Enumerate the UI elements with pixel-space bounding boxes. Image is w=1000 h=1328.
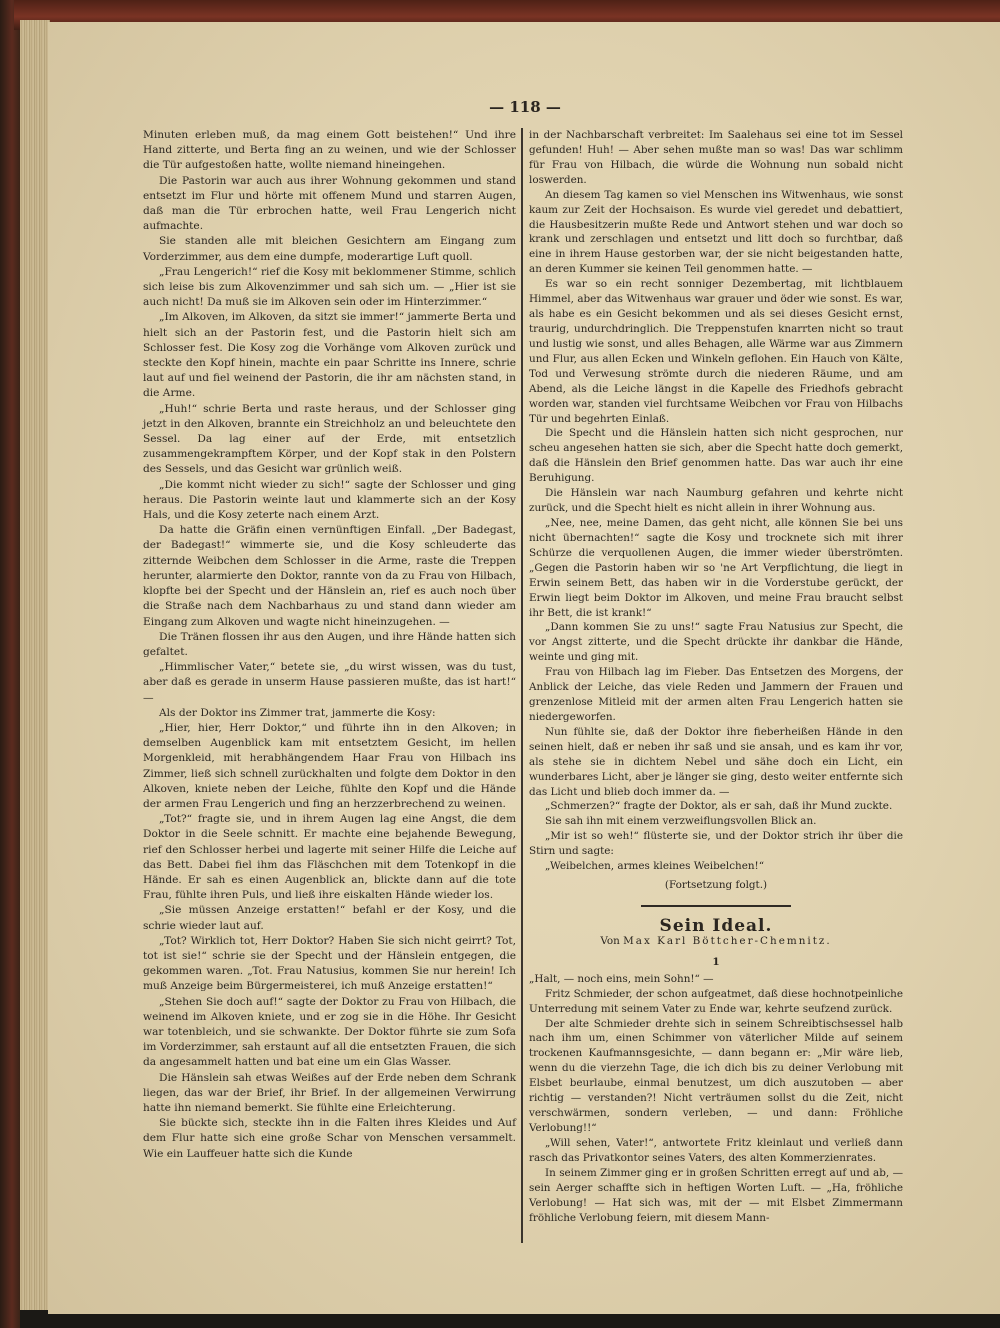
paragraph: „Huh!“ schrie Berta und raste heraus, und der Schlosser ging jetzt in den Alkoven, brannte ein Streichholz an und beleuchtete den Sessel. Da lag einer auf der Erde, mit entsetzlich zusammengekrampftem Körper, und der Kopf stak in den Polstern des Sessels, und das Gesicht war grünlich weiß. xyxy=(143,402,516,476)
paragraph: Die Hänslein sah etwas Weißes auf der Erde neben dem Schrank liegen, das war der Brief, ihr Brief. In der allgemeinen Verwirrung hatte ihn niemand bemerkt. Sie fühlte eine Erleichterung. xyxy=(143,1071,516,1114)
paragraph: „Will sehen, Vater!“, antwortete Fritz kleinlaut und verließ dann rasch das Privatkontor seines Vaters, des alten Kommerzienrates. xyxy=(529,1136,903,1164)
paragraph: „Im Alkoven, im Alkoven, da sitzt sie immer!“ jammerte Berta und hielt sich an der Pastorin fest, und die Pastorin hielt sich am Schlosser fest. Die Kosy zog die Vorhänge vom Alkoven zurück und steckte den Kopf hinein, machte ein paar Schritte ins Innere, schrie laut auf und fiel weinend der Pastorin, die ihr am nächsten stand, in die Arme. xyxy=(143,311,516,400)
author-name: Max Karl Böttcher-Chemnitz. xyxy=(623,934,832,947)
book-binding xyxy=(0,0,20,1328)
paragraph: „Weibelchen, armes kleines Weibelchen!“ xyxy=(545,860,765,873)
byline-prefix: Von xyxy=(600,934,620,947)
paragraph: „Mir ist so weh!“ flüsterte sie, und der Doktor strich ihr über die Stirn und sagte: xyxy=(529,830,903,858)
page-stack-edge xyxy=(20,20,50,1310)
paragraph: „Die kommt nicht wieder zu sich!“ sagte der Schlosser und ging heraus. Die Pastorin weinte laut und klammerte sich an der Kosy Hals, und die Kosy zeterte nach einem Arzt. xyxy=(143,478,516,522)
right-column xyxy=(529,128,903,1225)
paragraph: Sie bückte sich, steckte ihn in die Falten ihres Kleides und Auf dem Flur hatte sich eine große Schar von Menschen versammelt. Wie ein Lauffeuer hatte sich die Kunde xyxy=(143,1117,516,1160)
left-column xyxy=(143,128,516,1162)
paragraph: Nun fühlte sie, daß der Doktor ihre fieberheißen Hände in den seinen hielt, daß er neben ihr saß und sie ansah, und es kam ihr vor, als stehe sie in dichtem Nebel und sähe doch ein Licht, ein wunderbares Licht, aber je länger sie ging, desto weiter entfernte sich das Licht und blieb doch immer da. — xyxy=(529,725,903,798)
paragraph: In seinem Zimmer ging er in großen Schritten erregt auf und ab, — sein Aerger schaffte sich in heftigen Worten Luft. — „Ha, fröhliche Verlobung! — Hat sich was, mit der — mit Elsbet Zimmermann fröhliche Verlobung feiern, mit diesem Mann- xyxy=(529,1166,903,1224)
paragraph: Es war so ein recht sonniger Dezembertag, mit lichtblauem Himmel, aber das Witwenhaus war grauer und öder wie sonst. Es war, als habe es ein Gesicht bekommen und als sei dieses Gesicht ernst, traurig, undurchdringlich. Die Treppenstufen knarrten nicht so traut und lustig wie sonst, und alles Behagen, alle Wärme war aus Zimmern und Flur, aus allen Ecken und Winkeln geflohen. Ein Hauch von Kälte, Tod und Verwesung strömte durch die niederen Räume, und am Abend, als die Leiche längst in die Kapelle des Friedhofs gebracht worden war, standen viel furchtsame Weibchen vor Frau von Hilbachs Tür und begehrten Einlaß. xyxy=(529,278,903,425)
paragraph: „Tot? Wirklich tot, Herr Doktor? Haben Sie sich nicht geirrt? Tot, tot ist sie!“ schrie sie der Specht und der Hänslein entgegen, die gekommen waren. „Tot. Frau Natusius, kommen Sie nur herein! Ich muß Anzeige beim Bürgermeisterei, ich muß Anzeige erstatten!“ xyxy=(143,934,516,993)
paragraph: „Stehen Sie doch auf!“ sagte der Doktor zu Frau von Hilbach, die weinend im Alkoven kniete, und er zog sie in die Höhe. Ihr Gesicht war totenbleich, und sie schwankte. Der Doktor führte sie zum Sofa im Vorderzimmer, sah erstaunt auf all die entsetzten Frauen, die sich da angesammelt hatten und bat eine um ein Glas Wasser. xyxy=(143,995,516,1069)
story-title: Sein Ideal. xyxy=(659,916,773,937)
chapter-number: 1 xyxy=(712,955,720,968)
paragraph: „Nee, nee, meine Damen, das geht nicht, alle können Sie bei uns nicht übernachten!“ sagte die Kosy und trocknete sich mit ihrer Schürze die verquollenen Augen, die immer wieder überströmten. „Gegen die Pastorin haben wir so 'ne Art Verpflichtung, die liegt in Erwin seinem Bett, das haben wir in die Vorderstube gerückt, der Erwin liegt beim Doktor im Alkoven, und meine Frau braucht selbst ihr Bett, die ist krank!“ xyxy=(529,516,903,619)
paragraph: Minuten erleben muß, da mag einem Gott beistehen!“ Und ihre Hand zitterte, und Berta fing an zu weinen, und wie der Schlosser die Tür aufgestoßen hatte, wollte niemand hineingehen. xyxy=(143,129,516,172)
byline xyxy=(529,934,903,949)
paragraph: „Sie müssen Anzeige erstatten!“ befahl er der Kosy, und die schrie wieder laut auf. xyxy=(143,904,516,932)
continuation-note: (Fortsetzung folgt.) xyxy=(664,879,768,892)
paragraph: „Himmlischer Vater,“ betete sie, „du wirst wissen, was du tust, aber daß es gerade in unserm Hause passieren mußte, das ist hart!“ — xyxy=(143,661,516,704)
column-divider xyxy=(521,128,523,1243)
paragraph: Die Pastorin war auch aus ihrer Wohnung gekommen und stand entsetzt im Flur und hörte mit offenem Mund und starren Augen, daß man die Tür erbrochen hatte, weil Frau Lengerich nicht aufmachte. xyxy=(143,174,516,233)
paragraph: „Tot?“ fragte sie, und in ihrem Augen lag eine Angst, die dem Doktor in die Seele schnitt. Er machte eine bejahende Bewegung, rief den Schlosser herbei und lagerte mit seiner Hilfe die Leiche auf das Bett. Dabei fiel ihm das Fläschchen mit dem Totenkopf in die Hände. Er sah es einen Augenblick an, blickte dann auf die tote Frau, fühlte ihren Puls, und ließ ihre eiskalten Hände wieder los. xyxy=(143,813,516,902)
paragraph: Sie standen alle mit bleichen Gesichtern am Eingang zum Vorderzimmer, aus dem eine dumpfe, moderartige Luft quoll. xyxy=(143,235,516,263)
paragraph: „Dann kommen Sie zu uns!“ sagte Frau Natusius zur Specht, die vor Angst zitterte, und die Specht drückte ihr dankbar die Hände, weinte und ging mit. xyxy=(529,621,903,664)
paragraph: „Halt, — noch eins, mein Sohn!“ — xyxy=(529,972,714,985)
paragraph: Die Hänslein war nach Naumburg gefahren und kehrte nicht zurück, und die Specht hielt es nicht allein in ihrer Wohnung aus. xyxy=(529,487,903,515)
paragraph: in der Nachbarschaft verbreitet: Im Saalehaus sei eine tot im Sessel gefunden! Huh! — Aber sehen mußte man so was! Das war schlimm für Frau von Hilbach, die würde die Wohnung nun sobald nicht loswerden. xyxy=(529,129,903,186)
paragraph: An diesem Tag kamen so viel Menschen ins Witwenhaus, wie sonst kaum zur Zeit der Hochsaison. Es wurde viel geredet und debattiert, die Hausbesitzerin mußte Rede und Antwort stehen und war doch so krank und zerschlagen und entsetzt und litt doch so furchtbar, daß eine in ihrem Hause gestorben war, der sie nicht beigestanden hatte, an deren Kummer sie keinen Teil genommen hatte. — xyxy=(529,188,903,276)
paragraph: Sie sah ihn mit einem verzweiflungsvollen Blick an. xyxy=(545,815,817,828)
page-number: — 118 — xyxy=(489,98,561,116)
paragraph: Da hatte die Gräfin einen vernünftigen Einfall. „Der Badegast, der Badegast!“ wimmerte sie, und die Kosy schleuderte das zitternde Weibchen dem Schlosser in die Arme, raste die Treppen herunter, alarmierte den Doktor, rannte von da zu Frau von Hilbach, klopfte bei der Specht und der Hänslein an, rief es auch noch über die Straße nach dem Nachbarhaus zu und stand dann wieder am Eingang zum Alkoven und wagte nicht hineinzugehen. — xyxy=(143,524,516,628)
paragraph: „Schmerzen?“ fragte der Doktor, als er sah, daß ihr Mund zuckte. xyxy=(545,800,893,813)
paragraph: „Hier, hier, Herr Doktor,“ und führte ihn in den Alkoven; in demselben Augenblick kam mit entsetztem Gesicht, im hellen Morgenkleid, mit herabhängendem Haar Frau von Hilbach ins Zimmer, ließ sich schnell zurückhalten und folgte dem Doktor in den Alkoven, kniete neben der Leiche, fühlte den Kopf und die Hände der armen Frau Lengerich und fing an herzzerbrechend zu weinen. xyxy=(143,721,516,810)
paragraph: Als der Doktor ins Zimmer trat, jammerte die Kosy: xyxy=(159,706,436,719)
paragraph: Der alte Schmieder drehte sich in seinem Schreibtischsessel halb nach ihm um, einen Schimmer von väterlicher Milde auf seinem trockenen Kaufmannsgesichte, — dann begann er: „Mir wäre lieb, wenn du die vierzehn Tage, die ich dich bis zu deiner Verlobung mit Elsbet beurlaube, einmal benutzest, um dich auszutoben — aber richtig — verstanden?! Nicht verträumen sollst du die Zeit, nicht verschwärmen, sondern verleben, — und dann: Fröhliche Verlobung!!“ xyxy=(529,1017,903,1134)
paragraph: „Frau Lengerich!“ rief die Kosy mit beklommener Stimme, schlich sich leise bis zum Alkovenzimmer und sah sich um. — „Hier ist sie auch nicht! Da muß sie im Alkoven sein oder im Hinterzimmer.“ xyxy=(143,265,516,309)
paragraph: Frau von Hilbach lag im Fieber. Das Entsetzen des Morgens, der Anblick der Leiche, das viele Reden und Jammern der Frauen und grenzenlose Mitleid mit der armen alten Frau Lengerich hatten sie niedergeworfen. xyxy=(529,666,903,723)
section-rule xyxy=(641,905,791,907)
paragraph: Die Tränen flossen ihr aus den Augen, und ihre Hände hatten sich gefaltet. xyxy=(143,630,516,658)
paragraph: Fritz Schmieder, der schon aufgeatmet, daß diese hochnotpeinliche Unterredung mit seinem Vater zu Ende war, kehrte seufzend zurück. xyxy=(529,987,903,1015)
paragraph: Die Specht und die Hänslein hatten sich nicht gesprochen, nur scheu angesehen hatten sie sich, aber die Specht hatte doch gemerkt, daß die Hänslein den Brief genommen hatte. Das war auch ihr eine Beruhigung. xyxy=(529,427,903,485)
